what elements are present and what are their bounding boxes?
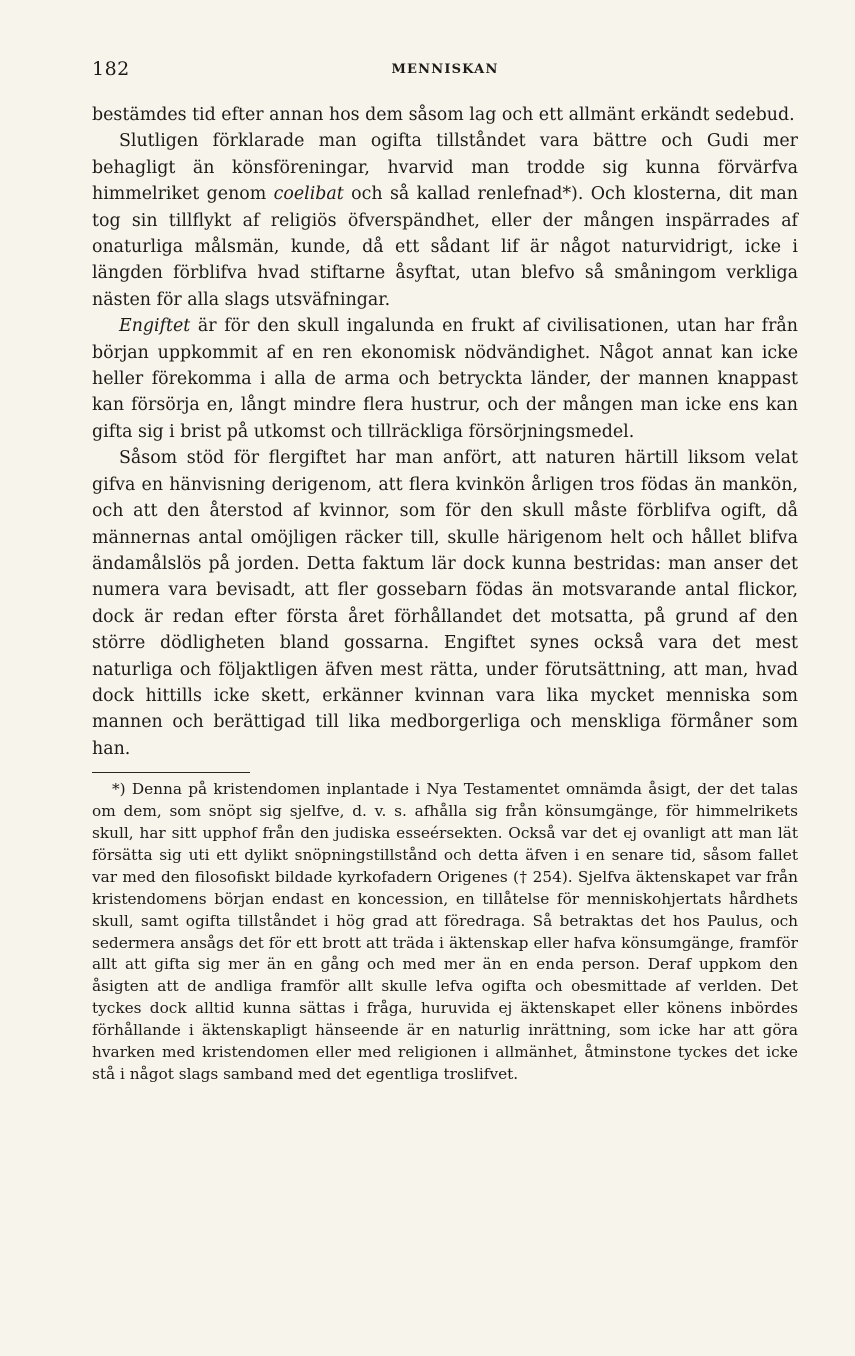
text-segment: Såsom stöd för flergiftet har man anfört, att naturen härtill liksom velat gifva en hänvisning derigenom, att flera kvinkön årligen tros födas än mankön, och att den återstod af kvinnor, som för den skull måste förblifva ogift, då männernas antal omöjligen räcker till, skulle härigenom helt och hållet blifva ändamålslös på jorden. Detta faktum lär dock kunna bestridas: man anser det numera vara bevisadt, att fler gossebarn födas än motsvarande antal flickor, dock är redan efter första året förhållandet det motsatta, på grund af den större dödligheten bland gossarna. Engiftet synes också vara det mest naturliga och följaktligen äfven mest rätta, under förutsättning, att man, hvad dock hittills icke skett, erkänner kvinnan vara lika mycket menniska som mannen och berättigad till lika medborgerliga och menskliga förmåner som han. bbox=[92, 448, 798, 759]
book-page bbox=[92, 52, 798, 1086]
text-segment: bestämdes tid efter annan hos dem såsom lag och ett allmänt erkändt sedebud. bbox=[92, 105, 795, 125]
page-number: 182 bbox=[92, 58, 130, 80]
italic-term: Engiftet bbox=[119, 316, 191, 337]
text-segment: och så kallad renlefnad*). Och klosterna, dit man tog sin tillflykt af religiös öfverspändhet, eller der mången inspärrades af onaturliga målsmän, kunde, då ett sådant lif är något naturvidrigt, icke i längden förblifva hvad stiftarne åsyftat, utan blefvo så småningom verkliga nästen för alla slags utsväfningar. bbox=[92, 184, 799, 310]
paragraph bbox=[92, 313, 798, 445]
italic-term: coelibat bbox=[273, 184, 344, 205]
page-header bbox=[92, 52, 798, 88]
paragraph bbox=[92, 445, 798, 762]
running-title: MENNISKAN bbox=[391, 62, 499, 77]
main-text bbox=[92, 102, 798, 762]
paragraph bbox=[92, 102, 798, 128]
footnote-separator bbox=[92, 772, 250, 773]
text-segment: är för den skull ingalunda en frukt af civilisationen, utan har från början uppkommit af en ren ekonomisk nödvändighet. Något annat kan icke heller förekomma i alla de arma och betryckta länder, der mannen knappast kan försörja en, långt mindre flera hustrur, och der mången man icke ens kan gifta sig i brist på utkomst och tillräckliga försörjningsmedel. bbox=[92, 316, 798, 442]
paragraph bbox=[92, 128, 798, 313]
text-segment: Slutligen förklarade man ogifta tillståndet vara bättre och Gudi mer behagligt än könsföreningar, hvarvid man trodde sig kunna förvärfva himmelriket genom bbox=[92, 131, 798, 205]
footnote: *) Denna på kristendomen inplantade i Nya Testamentet omnämda åsigt, der det talas om dem, som snöpt sig sjelfve, d. v. s. afhålla sig från könsumgänge, för himmelrikets skull, har sitt upphof från den judiska esseérsekten. Också var det ej ovanligt att man lät försätta sig uti ett dylikt snöpningstillstånd och detta äfven i en senare tid, såsom fallet var med den filosofiskt bildade kyrkofadern Origenes († 254). Sjelfva äktenskapet var från kristendomens början endast en koncession, en tillåtelse för menniskohjertats hårdhets skull, samt ogifta tillståndet i hög grad att föredraga. Så betraktas det hos Paulus, och sedermera ansågs det för ett brott att träda i äktenskap eller hafva könsumgänge, framför allt att gifta sig mer än en gång och med mer än en enda person. Deraf uppkom den åsigten att de andliga framför allt skulle lefva ogifta och obesmittade af verlden. Det tyckes dock alltid kunna sättas i fråga, huruvida ej äktenskapet eller könens inbördes förhållande i äktenskapligt hänseende är en naturlig inrättning, som icke har att göra hvarken med kristendomen eller med religionen i allmänhet, åtminstone tyckes det icke stå i något slags samband med det egentliga troslifvet. bbox=[92, 780, 798, 1083]
